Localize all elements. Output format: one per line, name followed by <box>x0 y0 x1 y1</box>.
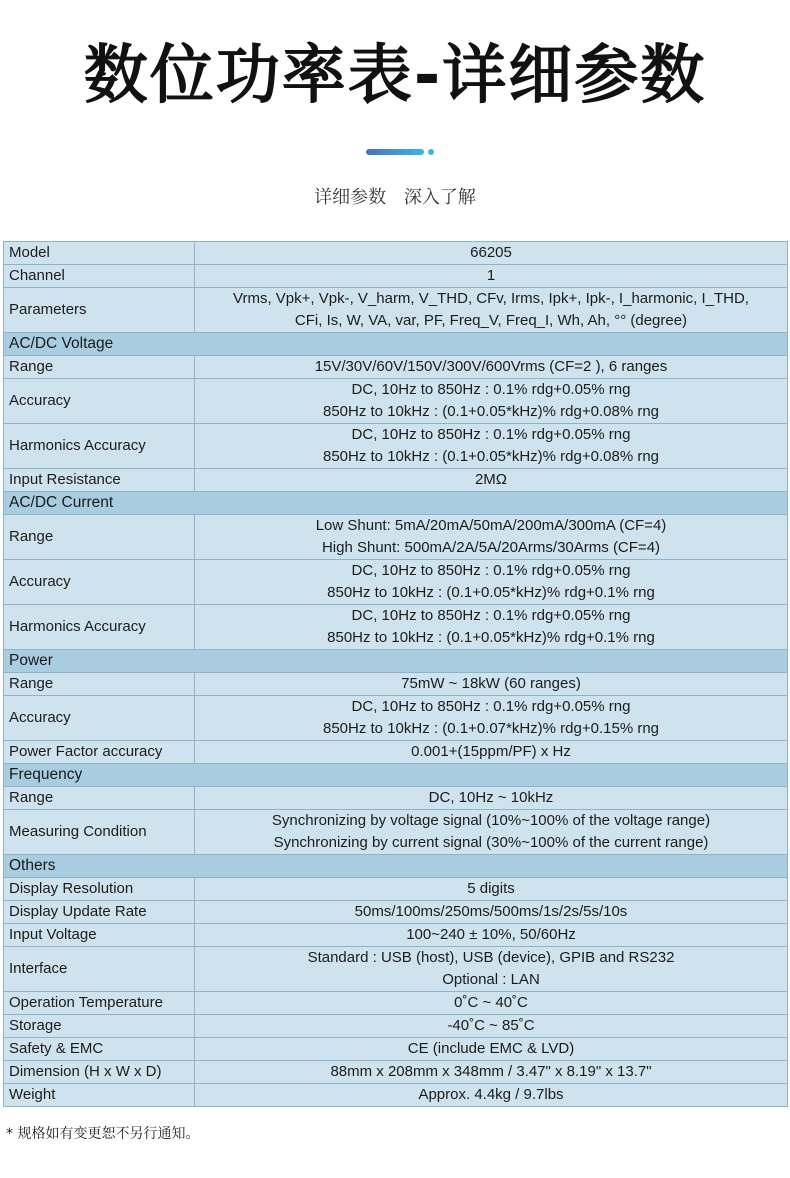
spec-value <box>195 741 788 764</box>
spec-value-line: 1 <box>486 267 496 284</box>
section-header: AC/DC Current <box>4 492 788 515</box>
section-header-row <box>4 764 788 787</box>
spec-value <box>195 379 788 424</box>
spec-label: Accuracy <box>4 379 195 424</box>
spec-label: Dimension (H x W x D) <box>4 1061 195 1084</box>
spec-value <box>195 560 788 605</box>
spec-value <box>195 878 788 901</box>
spec-value <box>195 787 788 810</box>
spec-label: Accuracy <box>4 560 195 605</box>
section-header: Others <box>4 855 788 878</box>
spec-value-line: DC, 10Hz ~ 10kHz <box>428 789 554 806</box>
spec-value <box>195 605 788 650</box>
spec-row <box>4 515 788 560</box>
spec-label: Range <box>4 356 195 379</box>
spec-row <box>4 673 788 696</box>
spec-value-line: 850Hz to 10kHz : (0.1+0.05*kHz)% rdg+0.08% rng <box>322 448 659 465</box>
spec-row <box>4 424 788 469</box>
spec-value-line: Synchronizing by current signal (30%~100% of the current range) <box>273 834 709 851</box>
spec-value <box>195 469 788 492</box>
spec-value-line: DC, 10Hz to 850Hz : 0.1% rdg+0.05% rng <box>351 426 631 443</box>
spec-value <box>195 1061 788 1084</box>
spec-label: Input Resistance <box>4 469 195 492</box>
spec-value <box>195 265 788 288</box>
spec-label: Range <box>4 787 195 810</box>
spec-value-line: Vrms, Vpk+, Vpk-, V_harm, V_THD, CFv, Irms, Ipk+, Ipk-, I_harmonic, I_THD, <box>233 290 749 307</box>
spec-value-line: DC, 10Hz to 850Hz : 0.1% rdg+0.05% rng <box>351 698 631 715</box>
spec-value-line: -40˚C ~ 85˚C <box>447 1017 535 1034</box>
spec-label: Range <box>4 515 195 560</box>
spec-label: Interface <box>4 947 195 992</box>
spec-label: Measuring Condition <box>4 810 195 855</box>
spec-row <box>4 288 788 333</box>
spec-row <box>4 1084 788 1107</box>
section-header-row <box>4 855 788 878</box>
spec-value-line: CE (include EMC & LVD) <box>407 1040 575 1057</box>
page-title: 数位功率表-详细参数 <box>83 39 707 113</box>
spec-label: Channel <box>4 265 195 288</box>
spec-value-line: 0.001+(15ppm/PF) x Hz <box>411 743 571 760</box>
spec-value <box>195 810 788 855</box>
spec-label: Power Factor accuracy <box>4 741 195 764</box>
spec-label: Harmonics Accuracy <box>4 424 195 469</box>
spec-table-body <box>4 242 788 1107</box>
spec-value-line: 5 digits <box>467 880 515 897</box>
spec-value-line: 850Hz to 10kHz : (0.1+0.07*kHz)% rdg+0.15% rng <box>322 720 659 737</box>
spec-label: Parameters <box>4 288 195 333</box>
spec-value <box>195 1084 788 1107</box>
section-header: AC/DC Voltage <box>4 333 788 356</box>
spec-value <box>195 696 788 741</box>
spec-row <box>4 356 788 379</box>
spec-value-line: 2MΩ <box>474 471 508 488</box>
spec-row <box>4 878 788 901</box>
spec-value <box>195 947 788 992</box>
spec-row <box>4 992 788 1015</box>
spec-row <box>4 741 788 764</box>
spec-value-line: 66205 <box>470 244 512 261</box>
spec-table <box>3 241 788 1107</box>
spec-value-line: DC, 10Hz to 850Hz : 0.1% rdg+0.05% rng <box>351 562 631 579</box>
spec-row <box>4 605 788 650</box>
spec-label: Storage <box>4 1015 195 1038</box>
spec-label: Safety & EMC <box>4 1038 195 1061</box>
spec-value-line: 15V/30V/60V/150V/300V/600Vrms (CF=2 ), 6 ranges <box>314 358 668 375</box>
spec-value-line: Low Shunt: 5mA/20mA/50mA/200mA/300mA (CF=4) <box>315 517 667 534</box>
spec-row <box>4 787 788 810</box>
spec-row <box>4 469 788 492</box>
divider-dot <box>428 149 434 155</box>
spec-label: Model <box>4 242 195 265</box>
spec-value-line: 50ms/100ms/250ms/500ms/1s/2s/5s/10s <box>354 903 628 920</box>
spec-value-line: High Shunt: 500mA/2A/5A/20Arms/30Arms (CF=4) <box>321 539 661 556</box>
spec-label: Weight <box>4 1084 195 1107</box>
spec-value-line: Standard : USB (host), USB (device), GPIB and RS232 <box>307 949 675 966</box>
spec-value <box>195 924 788 947</box>
spec-label: Display Update Rate <box>4 901 195 924</box>
spec-value <box>195 901 788 924</box>
spec-row <box>4 696 788 741</box>
spec-value <box>195 1038 788 1061</box>
spec-row <box>4 1061 788 1084</box>
spec-label: Harmonics Accuracy <box>4 605 195 650</box>
spec-row <box>4 560 788 605</box>
spec-value <box>195 288 788 333</box>
spec-label: Operation Temperature <box>4 992 195 1015</box>
section-header: Frequency <box>4 764 788 787</box>
spec-value-line: 100~240 ± 10%, 50/60Hz <box>406 926 576 943</box>
divider-bar <box>366 149 424 155</box>
spec-value-line: Synchronizing by voltage signal (10%~100% of the voltage range) <box>271 812 711 829</box>
section-header-row <box>4 650 788 673</box>
title-divider <box>366 149 440 157</box>
footnote: * 规格如有变更恕不另行通知。 <box>6 1126 200 1142</box>
spec-value-line: 850Hz to 10kHz : (0.1+0.05*kHz)% rdg+0.08% rng <box>322 403 659 420</box>
spec-value-line: 850Hz to 10kHz : (0.1+0.05*kHz)% rdg+0.1% rng <box>327 584 655 601</box>
spec-row <box>4 379 788 424</box>
page-subtitle: 详细参数 深入了解 <box>314 187 476 208</box>
spec-value-line: 0˚C ~ 40˚C <box>454 994 528 1011</box>
spec-label: Input Voltage <box>4 924 195 947</box>
spec-value-line: Approx. 4.4kg / 9.7lbs <box>418 1086 564 1103</box>
spec-value <box>195 515 788 560</box>
spec-value-line: 850Hz to 10kHz : (0.1+0.05*kHz)% rdg+0.1% rng <box>327 629 655 646</box>
spec-value-line: DC, 10Hz to 850Hz : 0.1% rdg+0.05% rng <box>351 381 631 398</box>
spec-value-line: 75mW ~ 18kW (60 ranges) <box>401 675 581 692</box>
spec-label: Accuracy <box>4 696 195 741</box>
spec-value <box>195 992 788 1015</box>
spec-row <box>4 265 788 288</box>
spec-row <box>4 901 788 924</box>
spec-row <box>4 1015 788 1038</box>
spec-value-line: 88mm x 208mm x 348mm / 3.47" x 8.19" x 13.7" <box>330 1063 652 1080</box>
spec-label: Display Resolution <box>4 878 195 901</box>
spec-value <box>195 673 788 696</box>
spec-label: Range <box>4 673 195 696</box>
spec-row <box>4 810 788 855</box>
spec-row <box>4 924 788 947</box>
spec-value-line: DC, 10Hz to 850Hz : 0.1% rdg+0.05% rng <box>351 607 631 624</box>
spec-value <box>195 424 788 469</box>
spec-value-line: Optional : LAN <box>442 971 540 988</box>
spec-value <box>195 356 788 379</box>
section-header: Power <box>4 650 788 673</box>
spec-row <box>4 947 788 992</box>
spec-value <box>195 1015 788 1038</box>
spec-row <box>4 1038 788 1061</box>
spec-row <box>4 242 788 265</box>
section-header-row <box>4 333 788 356</box>
spec-value <box>195 242 788 265</box>
spec-value-line: CFi, Is, W, VA, var, PF, Freq_V, Freq_I, Wh, Ah, °° (degree) <box>294 312 688 329</box>
section-header-row <box>4 492 788 515</box>
